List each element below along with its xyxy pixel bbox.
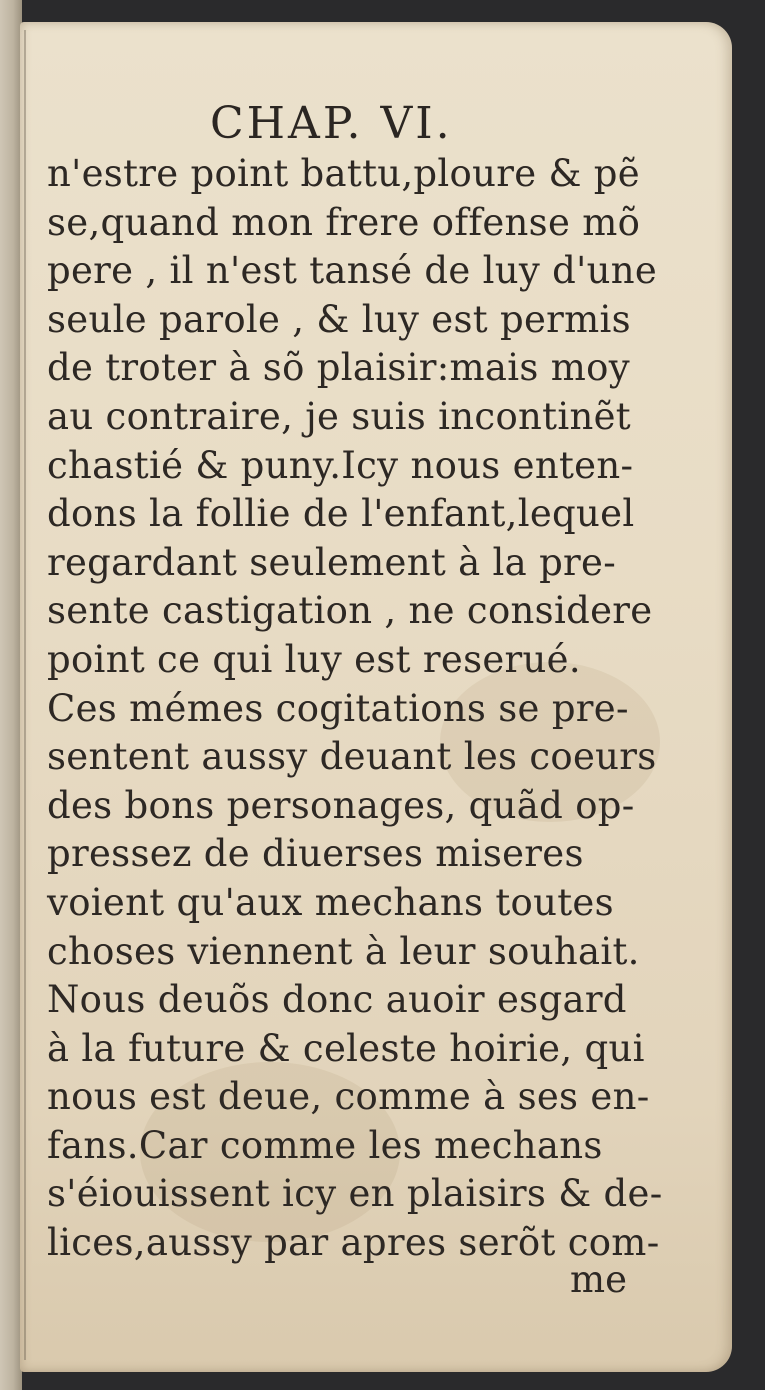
text-line: n'estre point battu,ploure & pẽ	[47, 152, 640, 195]
text-line: sente castigation , ne considere	[47, 589, 653, 633]
text-line: sentent aussy deuant les coeurs	[47, 735, 657, 779]
text-line: pere , il n'est tansé de luy d'une	[47, 249, 658, 293]
catchword: me	[570, 1258, 627, 1301]
gutter-line	[24, 30, 26, 1360]
text-line: au contraire, je suis incontinẽt	[47, 394, 631, 438]
text-line: Ces mémes cogitations se pre-	[47, 686, 629, 730]
text-line: s'éiouissent icy en plaisirs & de-	[47, 1172, 663, 1216]
text-line: lices,aussy par apres serõt com-	[47, 1221, 660, 1265]
running-head: CHAP. VI.	[210, 98, 453, 149]
text-block	[47, 150, 663, 1268]
text-line: voient qu'aux mechans toutes	[47, 880, 614, 924]
text-line: des bons personages, quãd op-	[47, 783, 635, 827]
text-line: regardant seulement à la pre-	[47, 540, 617, 584]
text-line: pressez de diuerses miseres	[47, 832, 584, 876]
text-line: choses viennent à leur souhait.	[47, 929, 640, 973]
text-line: fans.Car comme les mechans	[47, 1123, 603, 1167]
text-line: chastié & puny.Icy nous enten-	[47, 443, 634, 487]
text-line: de troter à sõ plaisir:mais moy	[47, 346, 630, 390]
text-line: à la future & celeste hoirie, qui	[47, 1026, 645, 1070]
text-line: nous est deue, comme à ses en-	[47, 1075, 650, 1119]
text-line: seule parole , & luy est permis	[47, 297, 631, 341]
text-line: dons la follie de l'enfant,lequel	[47, 492, 635, 536]
text-line: Nous deuõs donc auoir esgard	[47, 978, 627, 1022]
binding-edge	[0, 0, 22, 1390]
text-line: point ce qui luy est reserué.	[47, 637, 581, 681]
text-line: se,quand mon frere offense mõ	[47, 200, 641, 244]
